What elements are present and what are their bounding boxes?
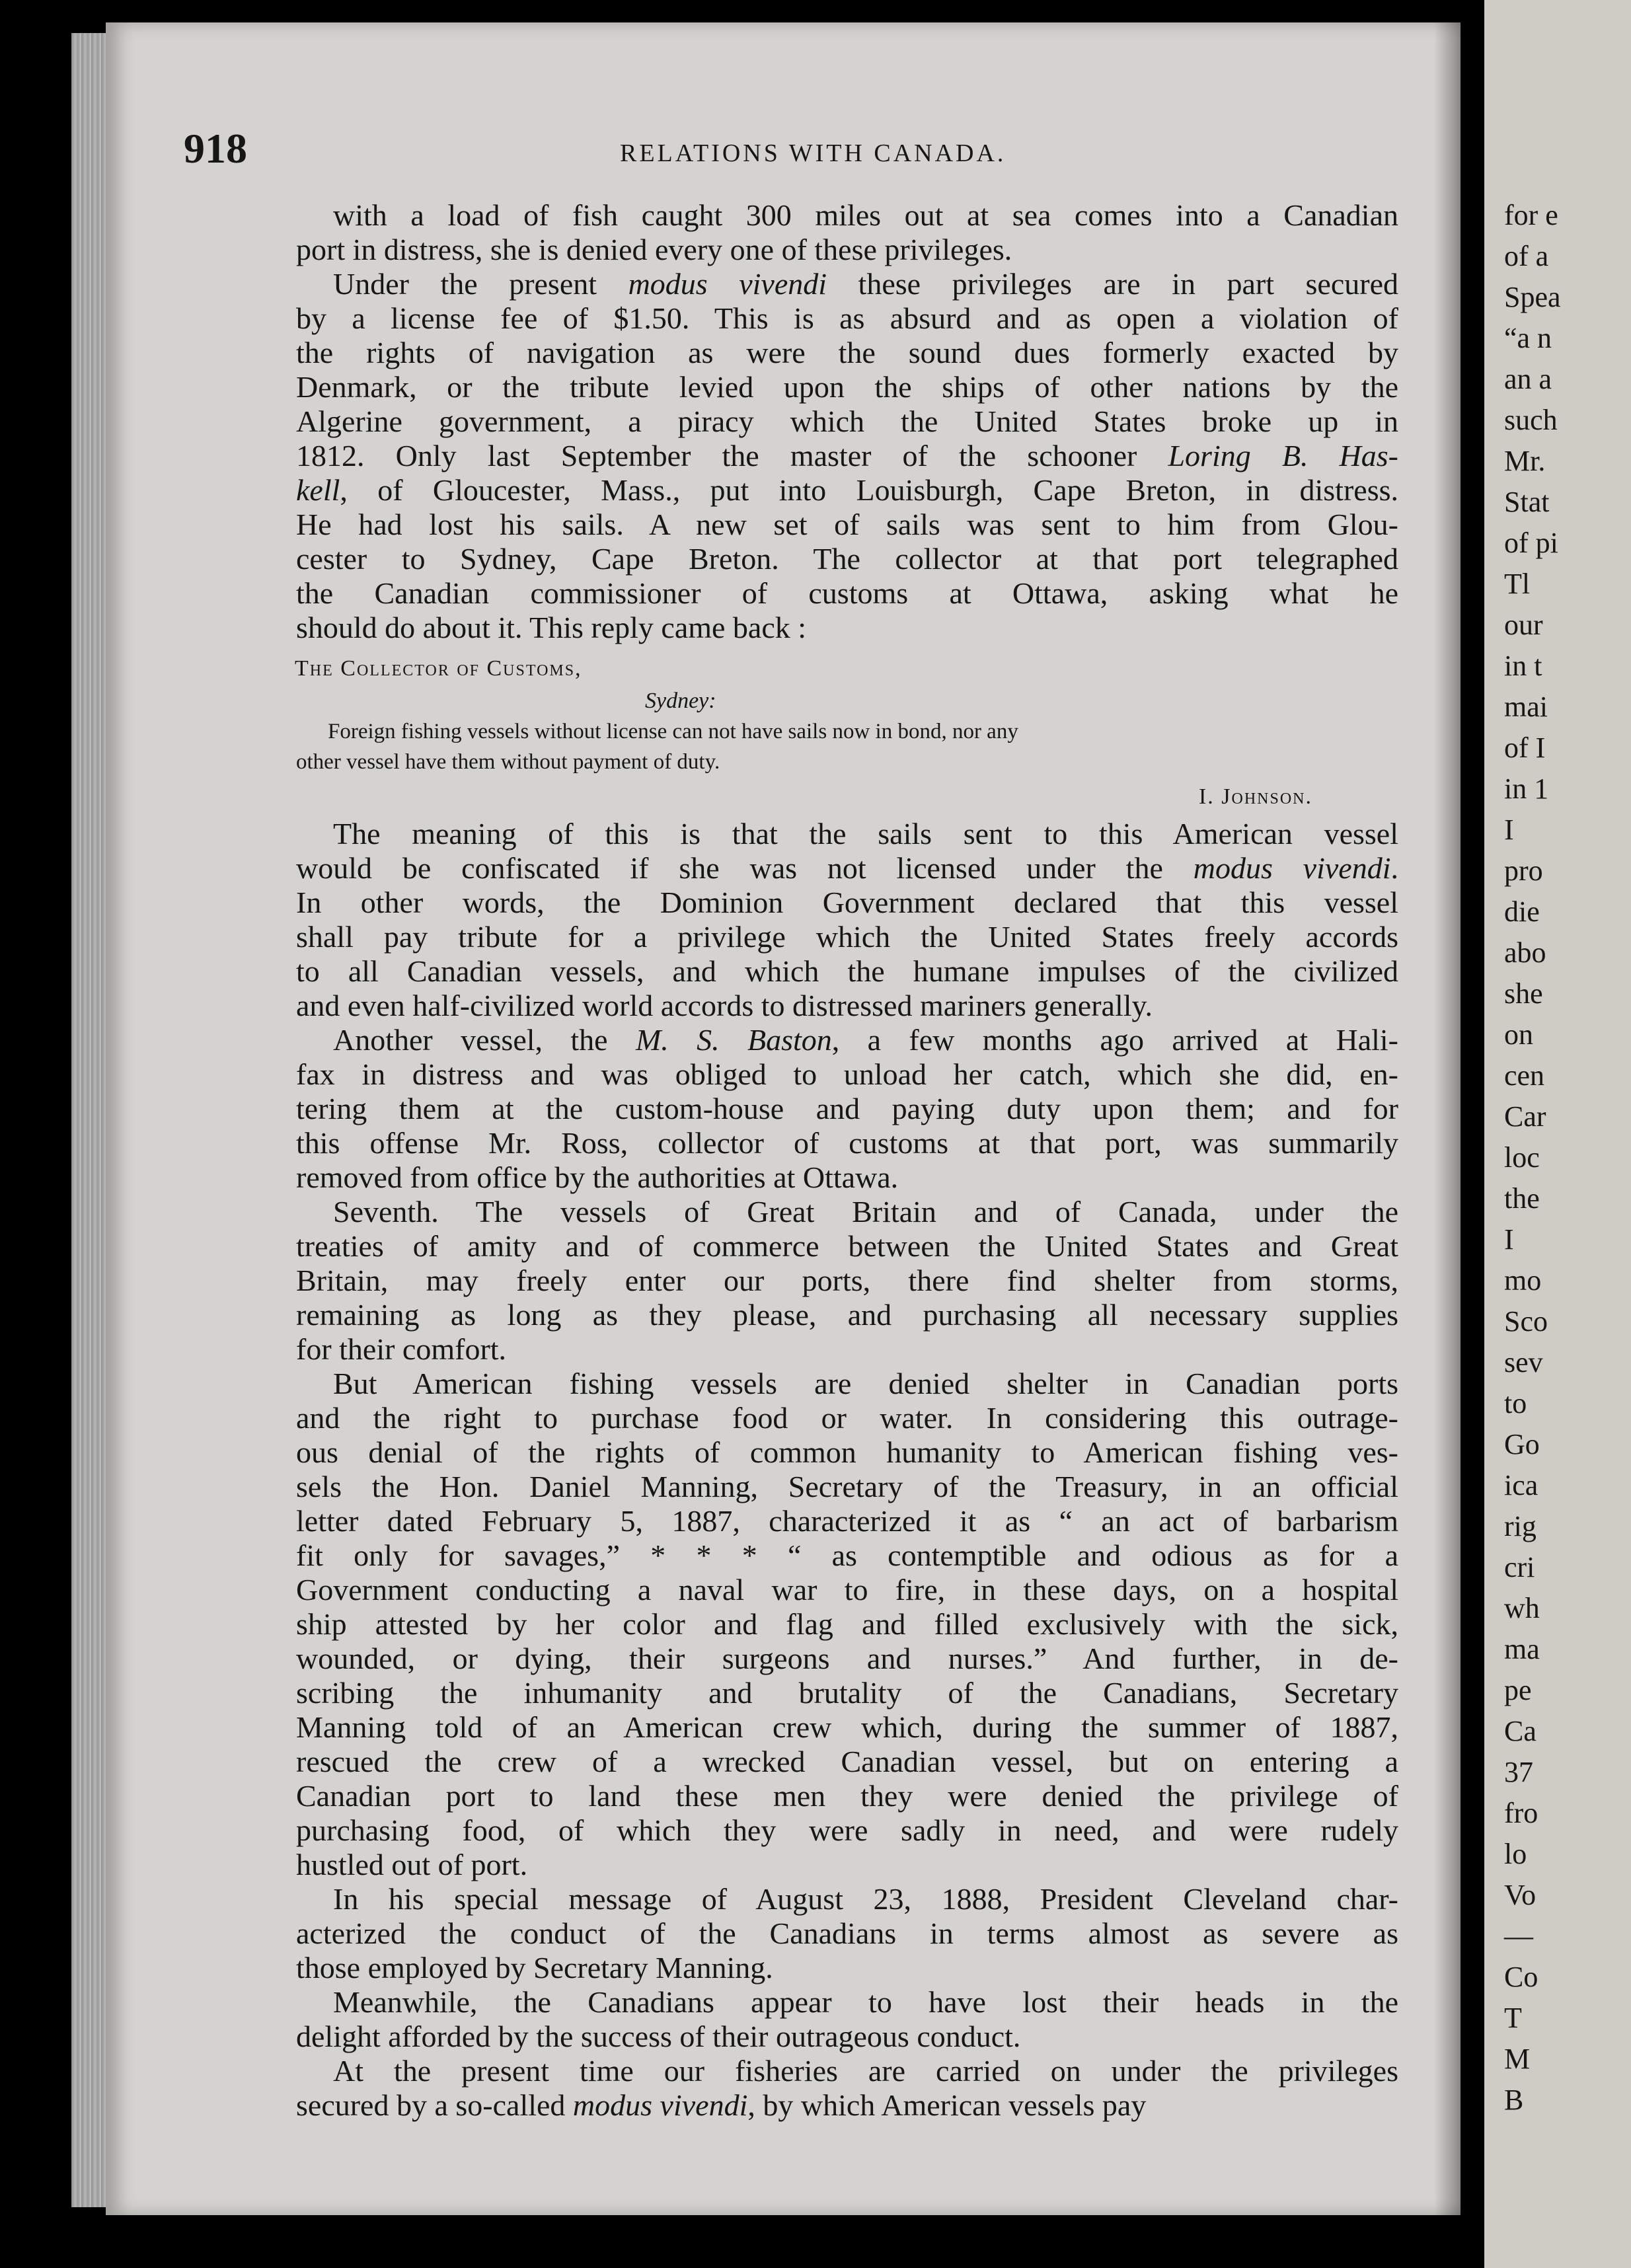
text-line: acterized the conduct of the Canadians in terms almost as severe as [296, 1916, 1398, 1950]
text-line: by a license fee of $1.50. This is as absurd and as open a violation of [296, 301, 1398, 335]
text-line: for their comfort. [296, 1332, 507, 1366]
facing-page-text: fro [1504, 1797, 1538, 1829]
facing-page-text: an a [1504, 363, 1552, 395]
text-line: 1812. Only last September the master of the schooner Loring B. Has- [296, 439, 1398, 472]
telegram-addressee: The Collector of Customs, [295, 656, 582, 681]
facing-page-text: die [1504, 895, 1540, 928]
text-line: the rights of navigation as were the sound dues formerly exacted by [296, 336, 1398, 369]
facing-page-text: in 1 [1504, 773, 1549, 805]
facing-page-text: B [1504, 2084, 1524, 2116]
text-line: scribing the inhumanity and brutality of the Canadians, Secretary [296, 1676, 1398, 1710]
text-line: sels the Hon. Daniel Manning, Secretary of the Treasury, in an official [296, 1470, 1398, 1503]
text-line: At the present time our fisheries are carried on under the privileges [333, 2054, 1398, 2088]
facing-page-text: of a [1504, 240, 1549, 272]
facing-page-text: “a n [1504, 322, 1552, 354]
facing-page-text: of pi [1504, 527, 1558, 559]
facing-page-text: mo [1504, 1264, 1542, 1297]
page-header [184, 124, 1386, 177]
text-line: removed from office by the authorities at Ottawa. [296, 1160, 899, 1194]
facing-page-fragment [1484, 0, 1631, 2268]
text-line: and even half-civilized world accords to distressed mariners generally. [296, 989, 1153, 1022]
text-line: fit only for savages,” * * * “ as contemptible and odious as for a [296, 1538, 1398, 1572]
text-line: shall pay tribute for a privilege which the United States freely accords [296, 920, 1398, 954]
text-line: Government conducting a naval war to fire, in these days, on a hospital [296, 1573, 1398, 1606]
facing-page-text: 37 [1504, 1756, 1533, 1788]
text-line: and the right to purchase food or water. In considering this outrage- [296, 1401, 1398, 1435]
text-line: fax in distress and was obliged to unload her catch, which she did, en- [296, 1057, 1398, 1091]
text-line: the Canadian commissioner of customs at Ottawa, asking what he [296, 576, 1398, 610]
text-line: In other words, the Dominion Government declared that this vessel [296, 886, 1398, 919]
text-line: ous denial of the rights of common humanity to American fishing ves- [296, 1435, 1398, 1469]
text-line: treaties of amity and of commerce between the United States and Great [296, 1229, 1398, 1263]
text-line: Seventh. The vessels of Great Britain and of Canada, under the [333, 1195, 1398, 1228]
book-gutter [1460, 0, 1484, 2268]
text-line: Another vessel, the M. S. Baston, a few months ago arrived at Hali- [333, 1023, 1398, 1057]
page-stack-edge [71, 33, 108, 2207]
facing-page-text: Vo [1504, 1879, 1536, 1911]
text-line: Meanwhile, the Canadians appear to have lost their heads in the [333, 1985, 1398, 2019]
text-line: purchasing food, of which they were sadly in need, and were rudely [296, 1813, 1398, 1847]
text-line: wounded, or dying, their surgeons and nurses.” And further, in de- [296, 1642, 1398, 1675]
facing-page-text: Ca [1504, 1715, 1536, 1747]
facing-page-text: Tl [1504, 568, 1531, 600]
facing-page-text: of I [1504, 732, 1546, 764]
text-line: Manning told of an American crew which, during the summer of 1887, [296, 1710, 1398, 1744]
facing-page-text: mai [1504, 691, 1548, 723]
facing-page-text: Spea [1504, 281, 1561, 313]
text-line: Under the present modus vivendi these privileges are in part secured [333, 267, 1398, 301]
text-line: letter dated February 5, 1887, characterized it as “ an act of barbarism [296, 1504, 1398, 1538]
text-line: But American fishing vessels are denied shelter in Canadian ports [333, 1367, 1398, 1400]
text-line: Canadian port to land these men they were denied the privilege of [296, 1779, 1398, 1813]
text-line: those employed by Secretary Manning. [296, 1951, 773, 1984]
text-line: with a load of fish caught 300 miles out at sea comes into a Canadian [333, 198, 1398, 232]
text-line: Algerine government, a piracy which the United States broke up in [296, 404, 1398, 438]
facing-page-text: the [1504, 1182, 1540, 1215]
telegram-place: Sydney: [645, 689, 716, 713]
facing-page-text: loc [1504, 1141, 1540, 1174]
facing-page-text: pe [1504, 1674, 1532, 1706]
facing-page-text: cen [1504, 1059, 1545, 1092]
facing-page-text: Stat [1504, 486, 1550, 518]
facing-page-text: T [1504, 2002, 1522, 2034]
facing-page-text: in t [1504, 650, 1542, 682]
facing-page-text: lo [1504, 1838, 1527, 1870]
facing-page-text: ica [1504, 1469, 1538, 1501]
facing-page-text: to [1504, 1387, 1527, 1419]
facing-page-text: — [1504, 1920, 1533, 1952]
facing-page-text: I [1504, 1223, 1514, 1256]
facing-page-text: cri [1504, 1551, 1535, 1583]
facing-page-text: rig [1504, 1510, 1536, 1542]
body-text [296, 198, 1398, 2123]
text-line: secured by a so-called modus vivendi, by which American vessels pay [296, 2088, 1147, 2122]
facing-page-text: such [1504, 404, 1558, 436]
facing-page-text: Mr. [1504, 445, 1546, 477]
facing-page-text: I [1504, 813, 1514, 846]
text-line: hustled out of port. [296, 1848, 528, 1881]
facing-page-text: pro [1504, 854, 1543, 887]
facing-page-text: for e [1504, 199, 1558, 231]
telegram-text: Foreign fishing vessels without license can not have sails now in bond, nor any [328, 720, 1018, 743]
facing-page-text: Car [1504, 1100, 1546, 1133]
text-line: rescued the crew of a wrecked Canadian vessel, but on entering a [296, 1745, 1398, 1778]
text-line: In his special message of August 23, 1888, President Cleveland char- [333, 1882, 1398, 1916]
text-line: should do about it. This reply came back : [296, 611, 807, 644]
page-number: 918 [184, 125, 247, 172]
facing-page-text: wh [1504, 1592, 1540, 1624]
text-line: to all Canadian vessels, and which the humane impulses of the civilized [296, 954, 1398, 988]
text-line: The meaning of this is that the sails sent to this American vessel [333, 817, 1398, 850]
text-line: kell, of Gloucester, Mass., put into Louisburgh, Cape Breton, in distress. [296, 473, 1398, 507]
text-line: ship attested by her color and flag and filled exclusively with the sick, [296, 1607, 1398, 1641]
telegram-signature: I. Johnson. [1198, 784, 1312, 809]
text-line: this offense Mr. Ross, collector of customs at that port, was summarily [296, 1126, 1398, 1160]
facing-page-text: abo [1504, 936, 1546, 969]
telegram-text: other vessel have them without payment of duty. [296, 750, 720, 774]
facing-page-text: Co [1504, 1961, 1538, 1993]
facing-page-text: Go [1504, 1428, 1540, 1460]
facing-page-text: Sco [1504, 1305, 1548, 1338]
text-line: remaining as long as they please, and purchasing all necessary supplies [296, 1298, 1398, 1332]
text-line: port in distress, she is denied every one of these privileges. [296, 233, 1012, 266]
text-line: Denmark, or the tribute levied upon the ships of other nations by the [296, 370, 1398, 404]
text-line: delight afforded by the success of their outrageous conduct. [296, 2020, 1021, 2053]
facing-page-text: our [1504, 609, 1543, 641]
text-line: He had lost his sails. A new set of sails was sent to him from Glou- [296, 508, 1398, 541]
running-title: RELATIONS WITH CANADA. [620, 139, 1006, 167]
facing-page-text: ma [1504, 1633, 1540, 1665]
text-line: Britain, may freely enter our ports, there find shelter from storms, [296, 1264, 1398, 1297]
text-line: tering them at the custom-house and paying duty upon them; and for [296, 1092, 1398, 1125]
facing-page-text: sev [1504, 1346, 1543, 1379]
facing-page-text: on [1504, 1018, 1533, 1051]
facing-page-text: she [1504, 977, 1543, 1010]
page-shadow [1434, 22, 1460, 2215]
text-line: would be confiscated if she was not licensed under the modus vivendi. [296, 851, 1398, 885]
facing-page-text: M [1504, 2043, 1531, 2075]
text-line: cester to Sydney, Cape Breton. The collector at that port telegraphed [296, 542, 1398, 576]
